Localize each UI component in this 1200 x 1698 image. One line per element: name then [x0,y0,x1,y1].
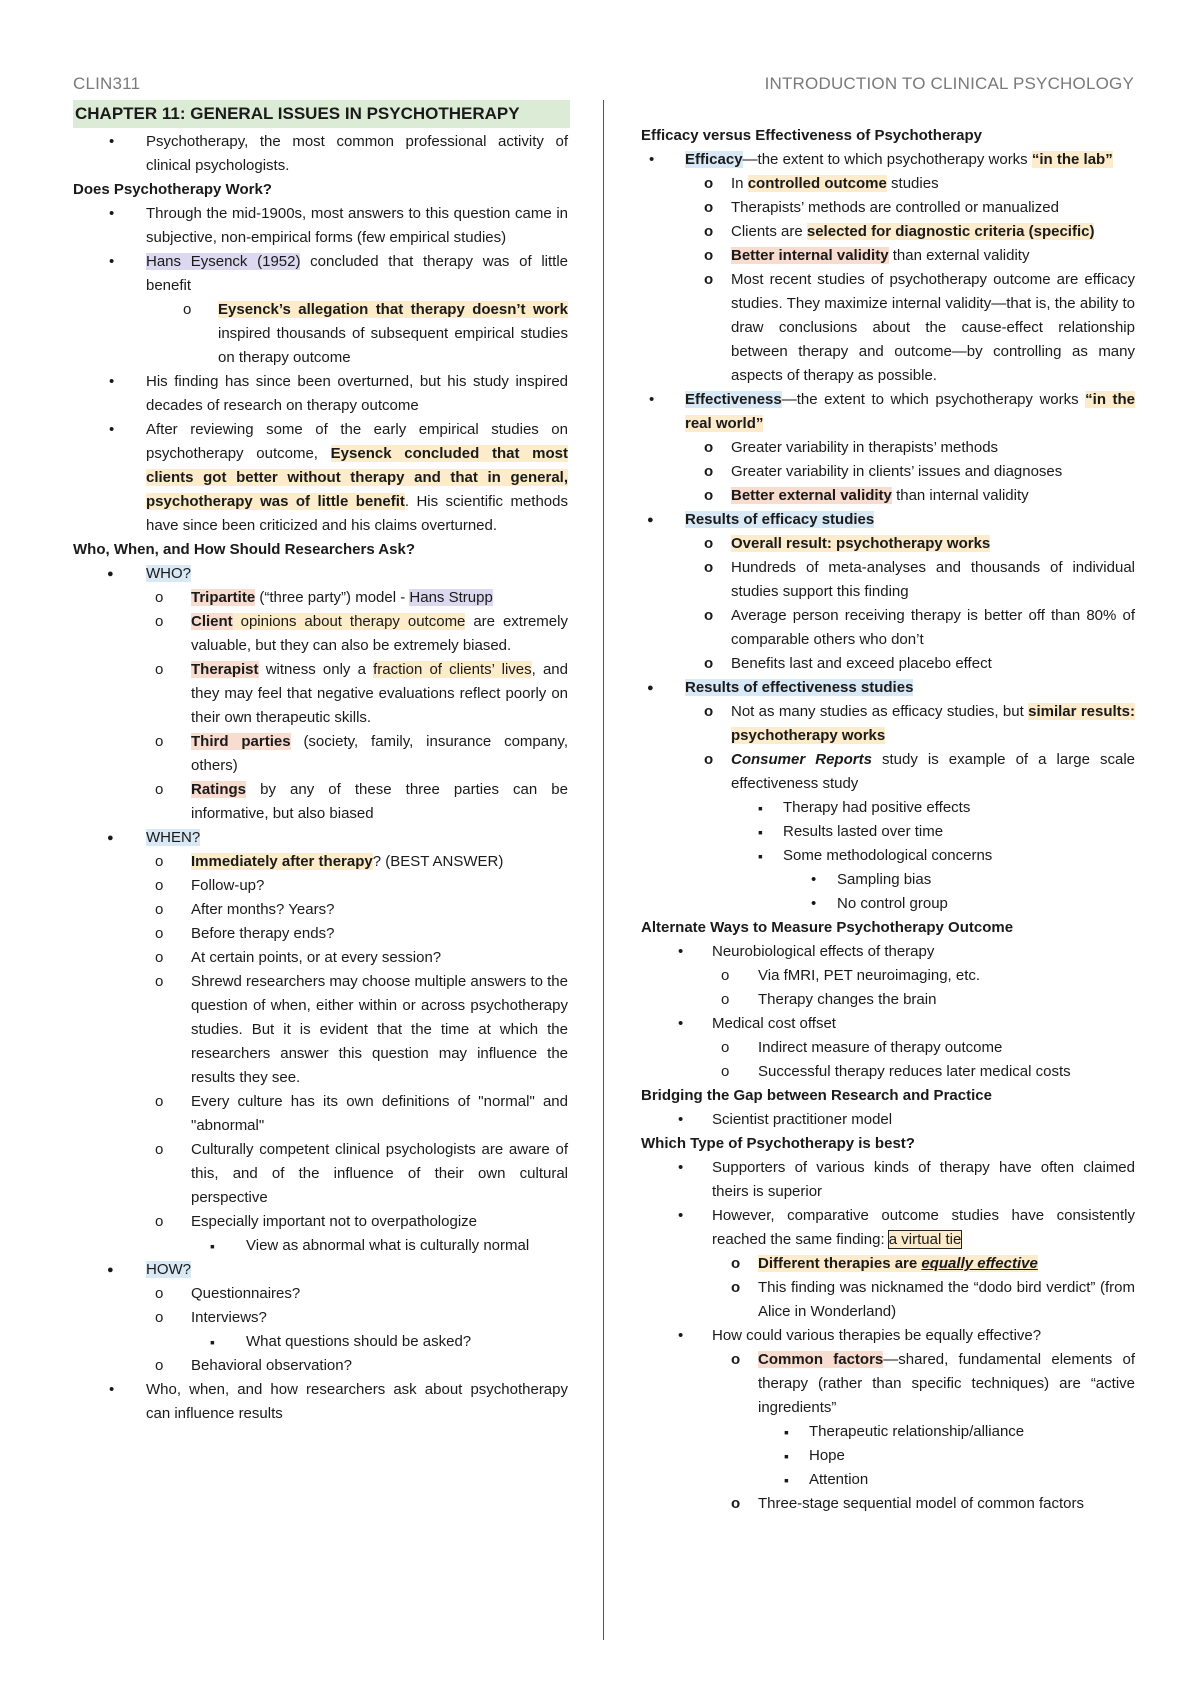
boxed-virtual-tie: a virtual tie [888,1231,962,1248]
list-item [641,1348,1135,1420]
highlight: Third parties [191,733,291,750]
list-item: o Indirect measure of therapy outcome [641,1036,1135,1060]
highlight: “in the lab” [1031,151,1113,168]
section-heading-does-work: Does Psychotherapy Work? [73,181,272,198]
list-item: ▪ Some methodological concerns [641,844,1135,868]
highlight: Tripartite [191,589,256,606]
column-divider [603,100,604,1640]
list-item: ▪ Attention [641,1468,1135,1492]
list-item [641,532,1135,556]
highlight: fraction of clients’ lives [373,661,532,678]
list-item [73,586,568,610]
list-item [73,250,568,298]
list-item: • Medical cost offset [641,1012,1135,1036]
list-item: ▪ Results lasted over time [641,820,1135,844]
text: concluded that therapy was of little benefit [146,253,568,294]
text: Not as many studies as efficacy studies, but [731,703,1029,720]
list-item: • Through the mid-1900s, most answers to this question came in subjective, non-empirical forms (few empirical studies) [73,202,568,250]
text: After reviewing some of the early empirical studies on psychotherapy outcome, [146,421,568,462]
list-item: o Average person receiving therapy is better off than 80% of comparable others who don’t [641,604,1135,652]
list-item: o Therapists’ methods are controlled or manualized [641,196,1135,220]
list-item [641,484,1135,508]
list-item: ▪ Therapy had positive effects [641,796,1135,820]
text: inspired thousands of subsequent empirical studies on therapy outcome [218,325,568,366]
section-heading-alternate-ways: Alternate Ways to Measure Psychotherapy Outcome [641,919,1014,936]
highlight-eysenck-conclusion: Eysenck concluded that most clients got better without therapy and that in general, psychotherapy was of little benefit [146,445,568,510]
list-item [73,778,568,826]
list-item: • Sampling bias [641,868,1135,892]
text: —the extent to which psychotherapy works [781,391,1086,408]
list-item [641,676,1135,700]
text: —the extent to which psychotherapy works [742,151,1032,168]
list-item [73,418,568,538]
highlight: Better external validity [731,487,892,504]
text: However, comparative outcome studies have consistently reached the same finding: [712,1207,1135,1248]
list-item: o Interviews? [73,1306,568,1330]
highlight-allegation: Eysenck’s allegation that therapy doesn’t work [218,301,568,318]
list-item [73,562,568,586]
highlight: Better internal validity [731,247,889,264]
list-item: o Shrewd researchers may choose multiple answers to the question of when, either within or across psychotherapy studies. But it is evident that the time at which the researchers answer this question may influence the results they see. [73,970,568,1090]
highlight: Results of effectiveness studies [685,679,914,696]
highlight: Efficacy [685,151,743,168]
highlight: Immediately after therapy [191,853,373,870]
list-item: o Behavioral observation? [73,1354,568,1378]
highlight: Different therapies are [758,1255,922,1272]
list-item: o Greater variability in clients’ issues and diagnoses [641,460,1135,484]
list-item [641,148,1135,172]
list-item: o After months? Years? [73,898,568,922]
list-item: o Especially important not to overpathologize [73,1210,568,1234]
list-item [73,658,568,730]
list-item [641,244,1135,268]
text: ? (BEST ANSWER) [372,853,504,870]
list-item: o Benefits last and exceed placebo effect [641,652,1135,676]
highlight: Ratings [191,781,247,798]
text: study is example of a large scale effectiveness study [731,751,1135,792]
text: Clients are [731,223,807,240]
list-item: o At certain points, or at every session? [73,946,568,970]
list-item [73,610,568,658]
highlight: opinions about therapy outcome [232,613,466,630]
highlight: Client [191,613,233,630]
highlight: Overall result: psychotherapy works [731,535,991,552]
list-item: o This finding was nicknamed the “dodo bird verdict” (from Alice in Wonderland) [641,1276,1135,1324]
highlight-eysenck: Hans Eysenck (1952) [146,253,301,270]
list-item: o Via fMRI, PET neuroimaging, etc. [641,964,1135,988]
list-item [641,220,1135,244]
text: —shared, fundamental elements of therapy (rather than specific techniques) are “active ingredients” [758,1351,1135,1416]
list-item: o Hundreds of meta-analyses and thousands of individual studies support this finding [641,556,1135,604]
list-item: ▪ View as abnormal what is culturally normal [73,1234,568,1258]
text: (“three party”) model - [255,589,410,606]
course-code: CLIN311 [73,74,141,93]
list-item: o Most recent studies of psychotherapy outcome are efficacy studies. They maximize internal validity—that is, the ability to draw conclusions about the cause-effect relationship between therapy and outcome—by controlling as many aspects of therapy as possible. [641,268,1135,388]
section-heading-which-type: Which Type of Psychotherapy is best? [641,1135,915,1152]
section-heading-bridging-gap: Bridging the Gap between Research and Practice [641,1087,992,1104]
text: , and they may feel that negative evaluations reflect poorly on their own therapeutic skills. [191,661,568,726]
list-item: o Questionnaires? [73,1282,568,1306]
highlight: Hans Strupp [409,589,493,606]
list-item: • No control group [641,892,1135,916]
label-how: HOW? [146,1261,191,1278]
list-item [641,388,1135,436]
list-item [641,700,1135,748]
text: by any of these three parties can be informative, but also biased [191,781,568,822]
left-column [73,100,568,1426]
text: . His scientific methods have since been criticized and his claims overturned. [146,493,568,534]
highlight: Effectiveness [685,391,782,408]
list-item: • Scientist practitioner model [641,1108,1135,1132]
highlight: similar results: psychotherapy works [731,703,1135,744]
list-item: • Supporters of various kinds of therapy have often claimed theirs is superior [641,1156,1135,1204]
text: studies [886,175,939,192]
right-column [641,124,1135,1516]
highlight: Common factors [758,1351,884,1368]
course-title: INTRODUCTION TO CLINICAL PSYCHOLOGY [764,74,1134,93]
list-item [641,748,1135,796]
list-item: • How could various therapies be equally effective? [641,1324,1135,1348]
list-item: • His finding has since been overturned, but his study inspired decades of research on therapy outcome [73,370,568,418]
list-item [641,172,1135,196]
list-item: o Successful therapy reduces later medical costs [641,1060,1135,1084]
list-item: • Neurobiological effects of therapy [641,940,1135,964]
list-item [73,298,568,370]
label-when: WHEN? [146,829,201,846]
list-item: ▪ Therapeutic relationship/alliance [641,1420,1135,1444]
list-item [73,826,568,850]
list-item: • Psychotherapy, the most common professional activity of clinical psychologists. [73,130,568,178]
list-item: o Greater variability in therapists’ methods [641,436,1135,460]
list-item: o Culturally competent clinical psychologists are aware of this, and of the influence of their own cultural perspective [73,1138,568,1210]
list-item: o Three-stage sequential model of common factors [641,1492,1135,1516]
text: than external validity [888,247,1030,264]
list-item: ▪ Hope [641,1444,1135,1468]
list-item [73,850,568,874]
list-item: o Follow-up? [73,874,568,898]
list-item [641,1252,1135,1276]
section-heading-efficacy-effectiveness: Efficacy versus Effectiveness of Psychotherapy [641,127,982,144]
list-item: o Therapy changes the brain [641,988,1135,1012]
list-item [73,730,568,778]
text: are extremely valuable, but they can also be extremely biased. [191,613,568,654]
list-item: o Before therapy ends? [73,922,568,946]
list-item [641,1204,1135,1252]
list-item: o Every culture has its own definitions of "normal" and "abnormal" [73,1090,568,1138]
text: than internal validity [891,487,1029,504]
list-item [73,1258,568,1282]
section-heading-who-when-how: Who, When, and How Should Researchers Ask? [73,541,415,558]
text: (society, family, insurance company, others) [191,733,568,774]
highlight: equally effective [921,1255,1038,1272]
list-item [641,508,1135,532]
highlight: selected for diagnostic criteria (specific) [806,223,1095,240]
highlight: “in the real world” [685,391,1136,432]
list-item: ▪ What questions should be asked? [73,1330,568,1354]
highlight: Therapist [191,661,259,678]
text: witness only a [258,661,374,678]
text: Consumer Reports [731,751,872,768]
text: In [731,175,748,192]
list-item: • Who, when, and how researchers ask about psychotherapy can influence results [73,1378,568,1426]
highlight: controlled outcome [747,175,887,192]
highlight: Results of efficacy studies [685,511,875,528]
label-who: WHO? [146,565,191,582]
chapter-title: CHAPTER 11: GENERAL ISSUES IN PSYCHOTHERAPY [73,100,570,128]
